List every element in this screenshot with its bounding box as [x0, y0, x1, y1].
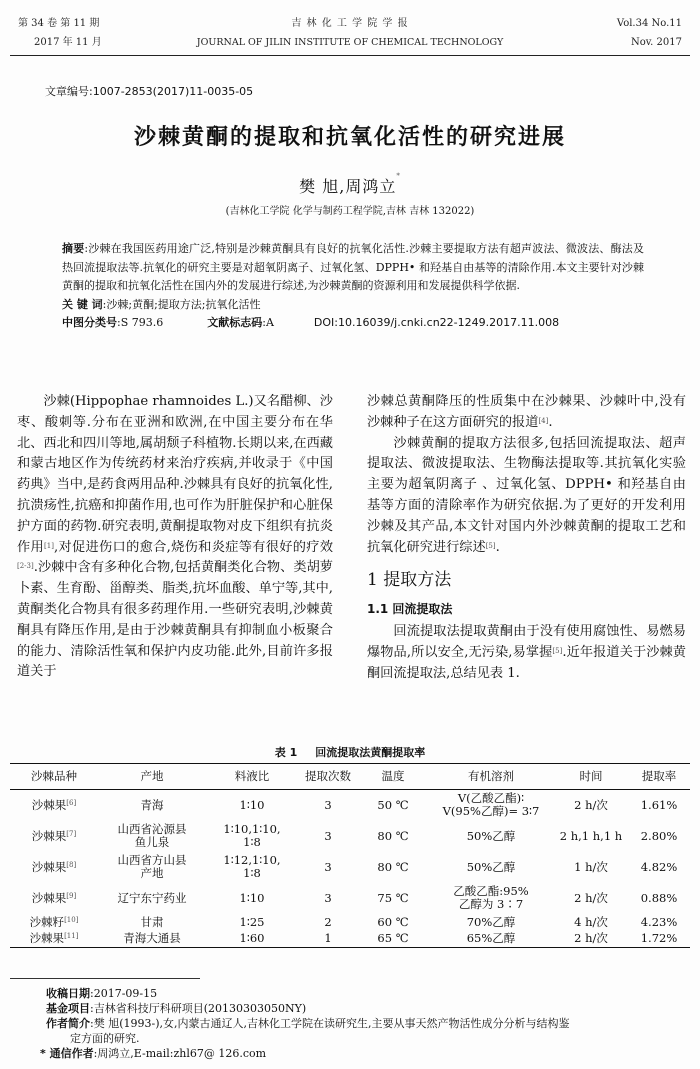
cell-yield: 0.88% [640, 890, 678, 905]
citation-2-3: [2-3] [17, 562, 34, 571]
cell-yield: 4.82% [640, 859, 678, 874]
footnote [40, 986, 691, 1061]
col-header-ratio: 料液比 [206, 764, 298, 790]
cell-time: 1 h/次 [574, 859, 608, 874]
abstract [62, 240, 644, 333]
col-header-yield: 提取率 [628, 764, 690, 790]
cell-time: 4 h/次 [574, 914, 608, 929]
cell-origin: 山西省沁源县 鱼儿泉 [117, 822, 187, 849]
continued-paragraph [367, 392, 686, 434]
cell-ratio: 1∶10,1∶10, 1∶8 [223, 822, 281, 849]
cell-yield: 4.23% [640, 914, 678, 929]
cell-time: 2 h/次 [574, 797, 608, 812]
table-header-row [10, 764, 690, 790]
header-rule [10, 55, 690, 56]
table-row [10, 883, 690, 914]
corr-label: * 通信作者 [40, 1047, 94, 1060]
affiliation: (吉林化工学院 化学与制药工程学院,吉林 吉林 132022) [225, 206, 475, 217]
classification-line [62, 314, 644, 333]
cell-solvent: 70%乙醇 [466, 914, 516, 929]
cell-temp: 65 ℃ [358, 931, 428, 948]
variety-text: 沙棘果 [31, 828, 67, 843]
article-number: 文章编号:1007-2853(2017)11-0035-05 [45, 85, 254, 98]
reflux-text: 回流提取法提取黄酮由于没有使用腐蚀性、易燃易爆物品,所以安全,无污染,易掌握 [367, 623, 686, 660]
corr-value: :周鸿立,E-mail:zhl67@ 126.com [93, 1047, 267, 1060]
cell-yield: 1.72% [628, 931, 690, 948]
cell-temp: 80 ℃ [377, 828, 409, 843]
cell-origin: 甘肃 [140, 914, 164, 929]
doi: DOI:10.16039/j.cnki.cn22-1249.2017.11.008 [313, 316, 560, 329]
cell-origin: 青海大通县 [98, 931, 206, 948]
fund [46, 1001, 691, 1016]
cell-origin: 山西省方山县 产地 [117, 853, 187, 880]
header-journal-en: JOURNAL OF JILIN INSTITUTE OF CHEMICAL TECHNOLOGY [196, 37, 504, 48]
cell-temp: 50 ℃ [377, 797, 409, 812]
cell-ratio: 1∶25 [239, 914, 265, 929]
variety-text: 沙棘籽 [29, 914, 65, 929]
table-1 [10, 763, 690, 948]
cell-ratio: 1∶60 [206, 931, 298, 948]
cell-times: 1 [298, 931, 358, 948]
doc-code-value: :A [262, 316, 274, 329]
cell-yield: 2.80% [640, 828, 678, 843]
continued-end: . [548, 414, 553, 430]
abstract-body [62, 240, 644, 296]
methods-end: . [495, 539, 500, 555]
methods-text: 沙棘黄酮的提取方法很多,包括回流提取法、超声提取法、微波提取法、生物酶法提取等.其抗氧化实验主要为超氧阴离子 、过氧化氢、DPPH• 和羟基自由基等方面的清除率作为研究依据.为了更好的开发利用沙棘及其产品,本文针对国内外沙棘黄酮的提取工艺和抗氧化研究进行综述 [367, 435, 686, 555]
cell-solvent: 乙酸乙酯:95% 乙醇为 3∶7 [453, 884, 529, 911]
variety-citation: [11] [64, 932, 79, 941]
col-header-times: 提取次数 [298, 764, 358, 790]
cell-variety [10, 914, 98, 931]
variety-text: 沙棘果 [29, 931, 65, 946]
col-header-variety: 沙棘品种 [10, 764, 98, 790]
cell-ratio: 1∶10 [239, 797, 265, 812]
received-value: :2017-09-15 [90, 987, 158, 1000]
col-header-origin: 产地 [98, 764, 206, 790]
citation-4: [4] [538, 416, 549, 425]
cell-variety [10, 790, 98, 821]
page-title: 沙棘黄酮的提取和抗氧化活性的研究进展 [133, 124, 566, 150]
author-names: 樊 旭,周鸿立 [299, 177, 397, 196]
bio-value: :樊 旭(1993-),女,内蒙古通辽人,吉林化工学院在读研究生,主要从事天然产物活性成分分析与结构鉴 [90, 1017, 570, 1030]
intro-paragraph [17, 392, 333, 683]
cell-variety [10, 931, 98, 948]
table-title: 回流提取法黄酮提取率 [315, 746, 426, 759]
cell-yield: 1.61% [640, 797, 678, 812]
table-row [10, 931, 690, 948]
variety-text: 沙棘果 [31, 890, 67, 905]
col-header-solvent: 有机溶剂 [428, 764, 554, 790]
variety-citation: [9] [66, 891, 77, 900]
keywords [62, 296, 644, 315]
cell-times: 3 [324, 828, 332, 843]
table-row [10, 821, 690, 852]
continued-text: 沙棘总黄酮降压的性质集中在沙棘果、沙棘叶中,没有沙棘种子在这方面研究的报道 [367, 394, 686, 430]
cell-time: 2 h,1 h,1 h [559, 828, 623, 843]
cell-origin: 辽宁东宁药业 [117, 890, 187, 905]
cell-ratio: 1∶10 [239, 890, 265, 905]
cell-time: 2 h/次 [554, 931, 628, 948]
clc-value: :S 793.6 [117, 316, 164, 329]
cell-ratio: 1∶12,1∶10, 1∶8 [223, 853, 281, 880]
table-row [10, 790, 690, 821]
authors [0, 174, 700, 197]
variety-text: 沙棘果 [31, 797, 67, 812]
header-volume-en: Vol.34 No.11 [616, 18, 682, 29]
left-column [17, 392, 333, 683]
col-header-temp: 温度 [358, 764, 428, 790]
clc-label: 中图分类号 [62, 316, 117, 329]
corresponding-mark: * [396, 172, 401, 180]
cell-solvent: 50%乙醇 [466, 859, 516, 874]
doc-code-label: 文献标志码 [207, 316, 263, 329]
cell-origin: 青海 [140, 797, 164, 812]
received-label: 收稿日期 [46, 987, 90, 1000]
abstract-label: 摘要 [62, 242, 85, 255]
variety-citation: [10] [64, 915, 79, 924]
col-header-time: 时间 [554, 764, 628, 790]
cell-solvent: V(乙酸乙酯)∶ V(95%乙醇)= 3∶7 [442, 791, 540, 819]
right-column [367, 392, 686, 684]
table-caption [0, 744, 700, 760]
keywords-text: :沙棘;黄酮;提取方法;抗氧化活性 [102, 297, 261, 311]
cell-time: 2 h/次 [574, 890, 608, 905]
author-bio-cont: 定方面的研究. [70, 1032, 140, 1045]
abstract-text: :沙棘在我国医药用途广泛,特别是沙棘黄酮具有良好的抗氧化活性.沙棘主要提取方法有超声波法、微波法、酶法及热回流提取法等.抗氧化的研究主要是对超氧阴离子、过氧化氢、DPPH• 和羟基自由基等的清除作用.本文主要针对沙棘黄酮的提取和抗氧化活性在国内外的发展进行综述,为沙棘黄酮的资源利用和发展提供科学依据. [62, 242, 644, 292]
cell-variety [10, 821, 98, 852]
cell-variety [10, 852, 98, 883]
fund-label: 基金项目 [46, 1002, 90, 1015]
intro-text-3: .沙棘中含有多种化合物,包括黄酮类化合物、类胡萝卜素、生育酚、甾醇类、脂类,抗坏血酸、单宁等,其中,黄酮类化合物具有很多药理作用.一些研究表明,沙棘黄酮具有降压作用,是由于沙棘黄酮具有抑制血小板聚合的能力、清除活性氧和保护内皮功能.此外,目前许多报道关于 [17, 560, 333, 680]
citation-1: [1] [44, 541, 54, 550]
intro-text-1: 沙棘(Hippophae rhamnoides L.)又名醋柳、沙枣、酸刺等.分布在亚洲和欧洲,在中国主要分布在华北、西北和四川等地,属胡颓子科植物.长期以来,在西藏和蒙古地区作为传统药材来治疗疾病,并收录于《中国药典》当中,是药食两用品种.沙棘具有良好的抗氧化性,抗溃疡性,抗癌和抑菌作用,也可作为肝脏保护和心脏保护方面的药物.研究表明,黄酮提取物对皮下组织有抗炎作用 [17, 394, 333, 555]
header-journal-cn: 吉 林 化 工 学 院 学 报 [291, 18, 409, 29]
citation-5: [5] [485, 541, 496, 550]
section-heading-1: 1 提取方法 [367, 570, 452, 591]
cell-variety [10, 883, 98, 914]
cell-temp: 60 ℃ [377, 914, 409, 929]
citation-5b: [5] [552, 646, 563, 655]
received-date [46, 986, 691, 1001]
cell-times: 3 [324, 890, 332, 905]
section-heading-1-1: 1.1 回流提取法 [367, 602, 453, 617]
fund-value: :吉林省科技厅科研项目(20130303050NY) [90, 1002, 307, 1015]
bio-label: 作者简介 [46, 1017, 90, 1030]
variety-citation: [8] [66, 860, 77, 869]
variety-citation: [6] [66, 798, 77, 807]
table-row [10, 852, 690, 883]
variety-citation: [7] [66, 829, 77, 838]
cell-temp: 80 ℃ [377, 859, 409, 874]
header-date-cn: 2017 年 11 月 [34, 37, 102, 48]
cell-solvent: 65%乙醇 [428, 931, 554, 948]
intro-text-2: ,对促进伤口的愈合,烧伤和炎症等有很好的疗效 [53, 539, 334, 555]
keywords-label: 关 键 词 [62, 297, 103, 311]
methods-paragraph [367, 434, 686, 559]
cell-times: 3 [324, 859, 332, 874]
author-bio [46, 1016, 691, 1031]
table-row [10, 914, 690, 931]
corresponding-author [40, 1046, 691, 1061]
header-volume-cn: 第 34 卷 第 11 期 [18, 18, 100, 29]
cell-times: 3 [324, 797, 332, 812]
table-number: 表 1 [274, 746, 298, 759]
cell-times: 2 [324, 914, 332, 929]
table-body [10, 790, 690, 948]
footnote-rule [10, 978, 200, 979]
cell-temp: 75 ℃ [377, 890, 409, 905]
reflux-end: .近年报道关于沙棘黄酮回流提取法,总结见表 1. [367, 644, 686, 681]
variety-text: 沙棘果 [31, 859, 67, 874]
header-date-en: Nov. 2017 [630, 37, 682, 48]
reflux-paragraph [367, 622, 686, 684]
cell-solvent: 50%乙醇 [466, 828, 516, 843]
